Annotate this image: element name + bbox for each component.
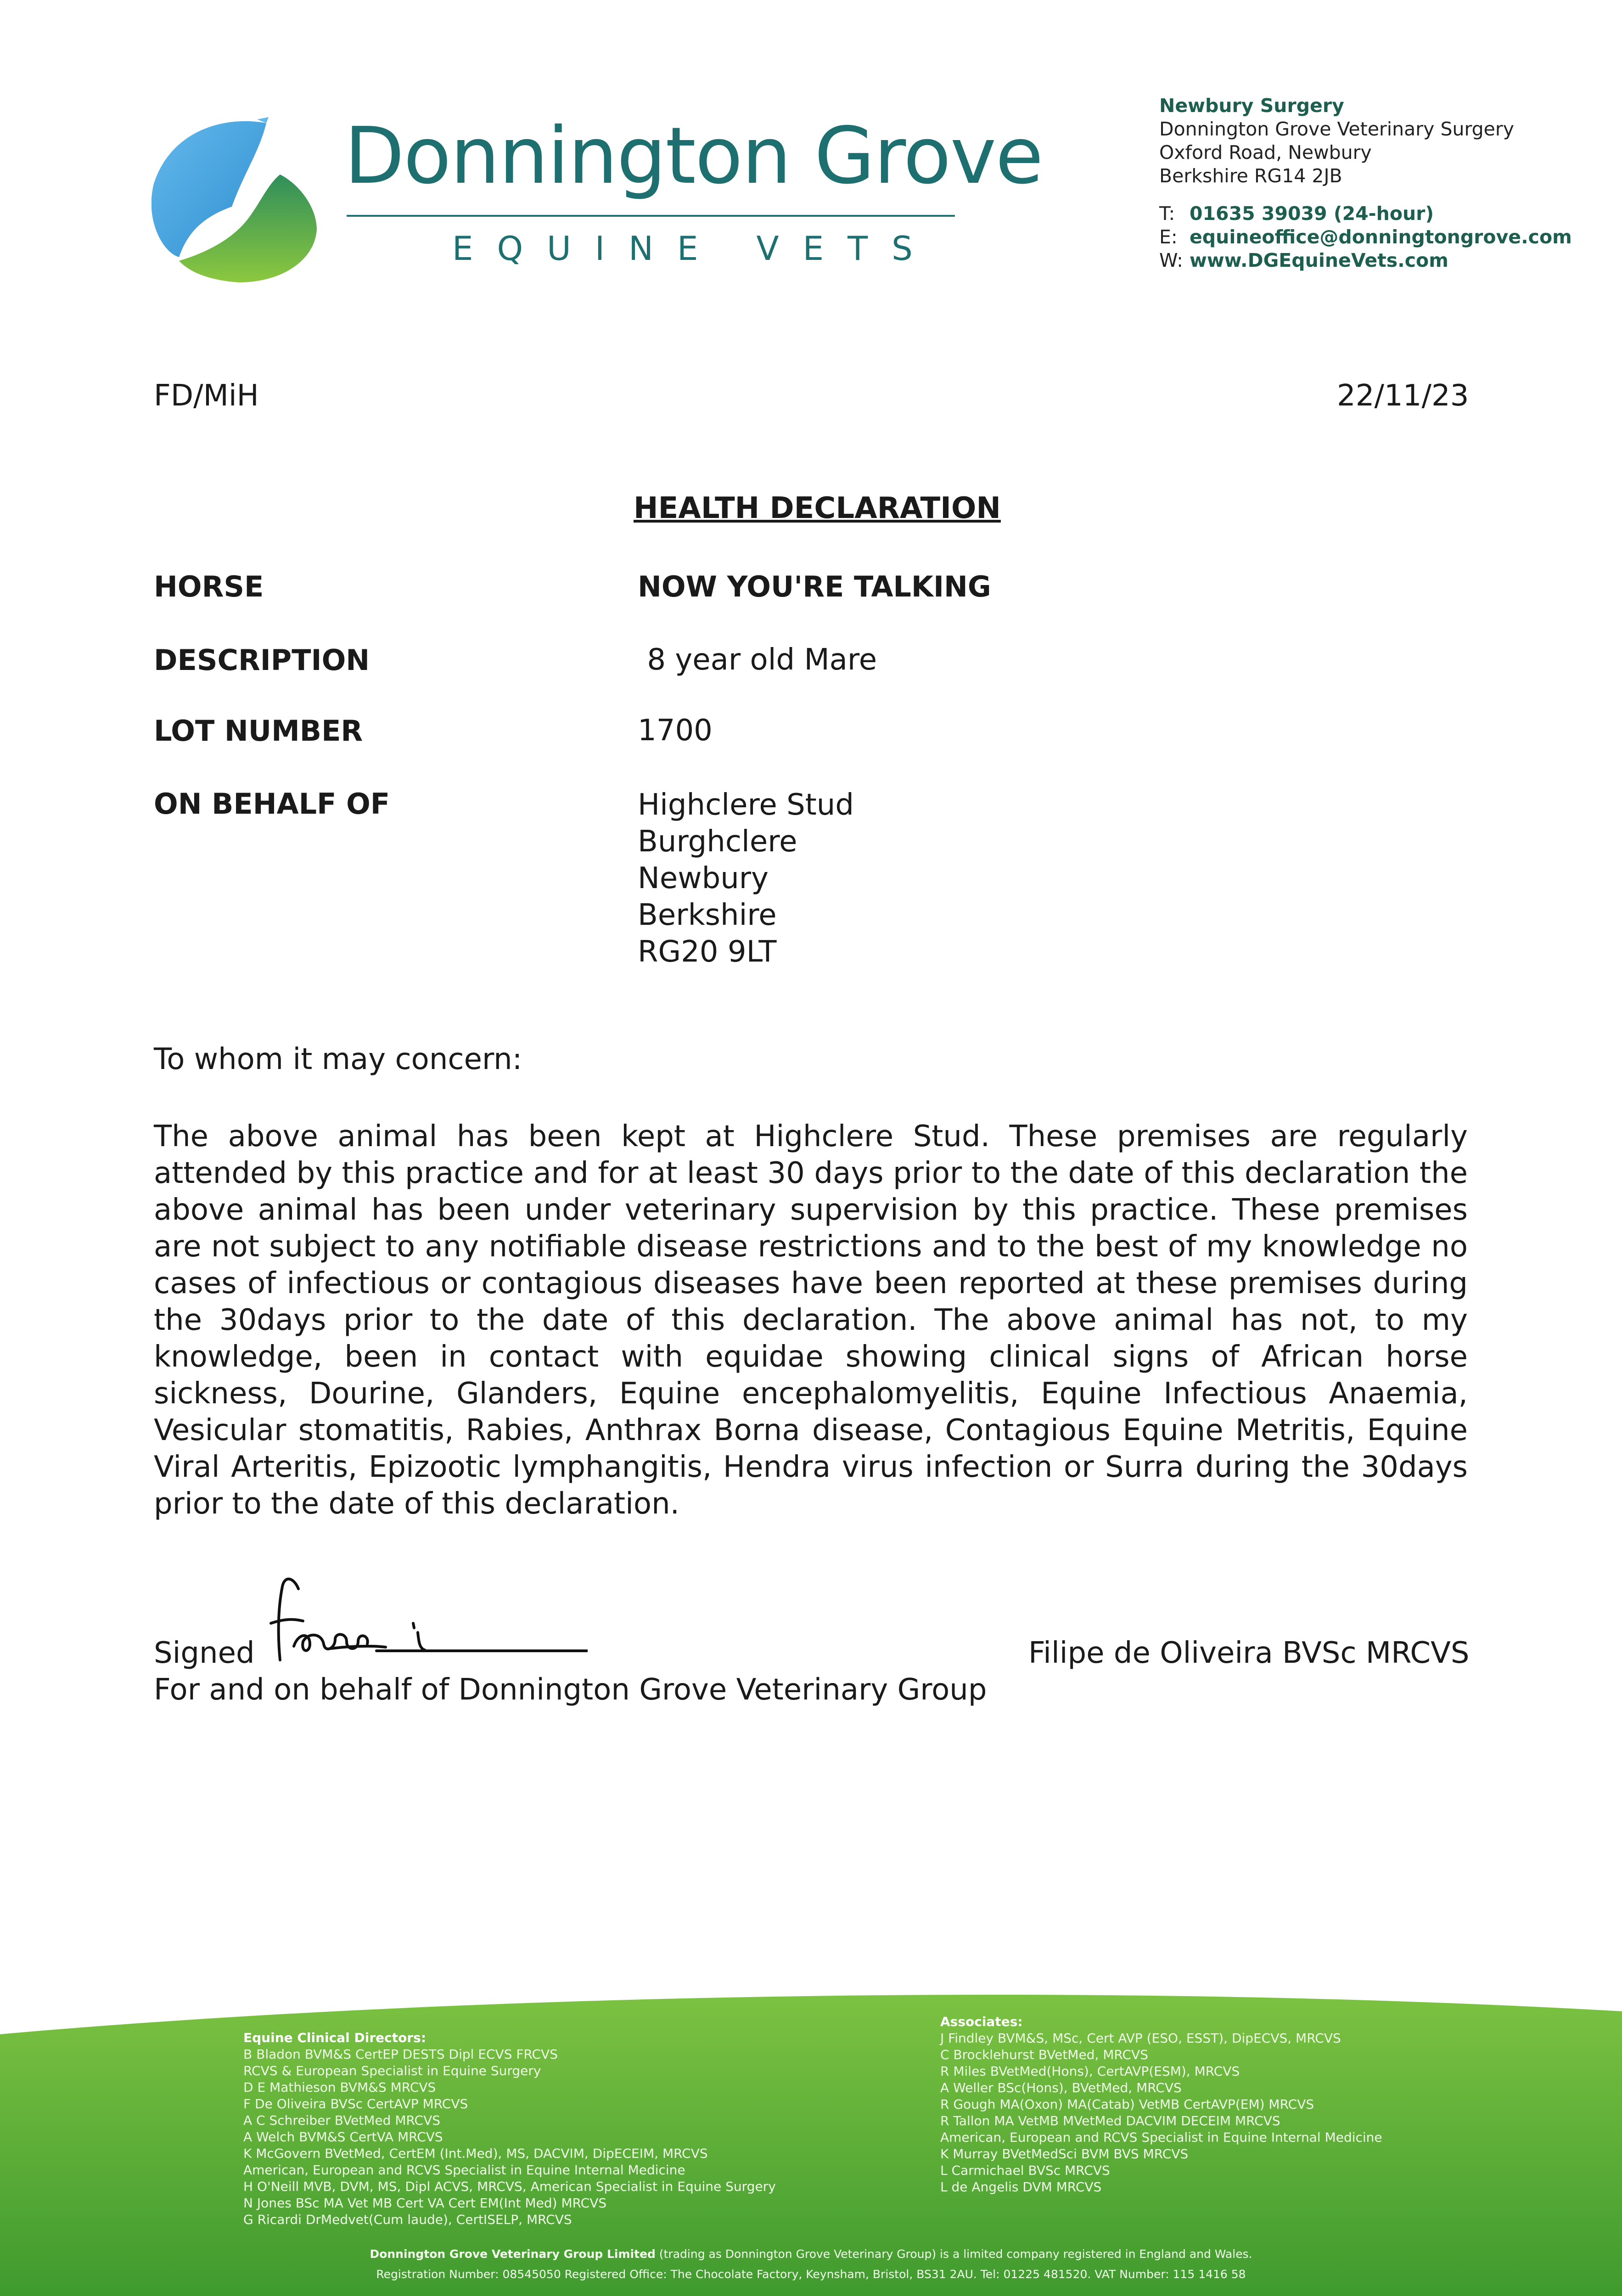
company-name: Donnington Grove Veterinary Group Limited: [370, 2247, 656, 2261]
owner-address-line: Newbury: [638, 861, 769, 895]
company-statement: [0, 2248, 1622, 2260]
associate-entry: C Brocklehurst BVetMed, MRCVS: [940, 2047, 1148, 2062]
registration-details: Registration Number: 08545050 Registered Office: The Chocolate Factory, Keynsham, Bristol, BS31 2AU. Tel: 01225 481520. VAT Number: 115 1416 58: [376, 2268, 1246, 2281]
director-entry: F De Oliveira BVSc CertAVP MRCVS: [243, 2096, 468, 2111]
associate-entry: J Findley BVM&S, MSc, Cert AVP (ESO, ESST), DipECVS, MRCVS: [940, 2031, 1341, 2046]
owner-address-line: Highclere Stud: [638, 788, 854, 822]
field-value-horse: NOW YOU'RE TALKING: [638, 570, 991, 603]
website-link[interactable]: www.DGEquineVets.com: [1190, 249, 1448, 271]
director-entry: A Welch BVM&S CertVA MRCVS: [243, 2129, 443, 2144]
associate-entry: L de Angelis DVM MRCVS: [940, 2179, 1102, 2195]
signer-name: Filipe de Oliveira BVSc MRCVS: [1028, 1636, 1470, 1670]
contact-block: [1159, 202, 1572, 272]
director-entry: G Ricardi DrMedvet(Cum laude), CertISELP, MRCVS: [243, 2212, 572, 2227]
letter-date: 22/11/23: [1337, 379, 1469, 413]
field-label-on-behalf-of: ON BEHALF OF: [154, 787, 390, 821]
address-line: Oxford Road, Newbury: [1159, 141, 1372, 163]
associate-entry: L Carmichael BVSc MRCVS: [940, 2163, 1110, 2178]
field-label-lot-number: LOT NUMBER: [154, 714, 363, 748]
email-link[interactable]: equineoffice@donningtongrove.com: [1190, 226, 1572, 248]
associate-entry: A Weller BSc(Hons), BVetMed, MRCVS: [940, 2080, 1182, 2095]
signed-label: Signed: [154, 1636, 255, 1670]
brand-subtitle: EQUINE VETS: [452, 229, 937, 268]
surgery-name: Newbury Surgery: [1159, 95, 1344, 117]
field-label-description: DESCRIPTION: [154, 643, 370, 677]
director-entry: B Bladon BVM&S CertEP DESTS Dipl ECVS FRCVS: [243, 2047, 558, 2062]
letter-reference: FD/MiH: [154, 379, 259, 413]
field-value-description: 8 year old Mare: [638, 643, 877, 677]
document-title: HEALTH DECLARATION: [634, 491, 1001, 525]
handwritten-signature: [266, 1568, 588, 1669]
field-value-lot-number: 1700: [638, 714, 713, 748]
field-label-horse: HORSE: [154, 570, 264, 603]
director-entry: D E Mathieson BVM&S MRCVS: [243, 2080, 436, 2095]
director-entry: H O'Neill MVB, DVM, MS, Dipl ACVS, MRCVS, American Specialist in Equine Surgery: [243, 2179, 776, 2194]
associates-list: [940, 2014, 1382, 2195]
director-entry: RCVS & European Specialist in Equine Surgery: [243, 2063, 541, 2078]
address-line: Berkshire RG14 2JB: [1159, 165, 1342, 187]
contact-email: E: equineoffice@donningtongrove.com: [1159, 226, 1572, 248]
director-entry: N Jones BSc MA Vet MB Cert VA Cert EM(Int Med) MRCVS: [243, 2195, 607, 2211]
salutation: To whom it may concern:: [154, 1042, 522, 1076]
declaration-body: The above animal has been kept at Highclere Stud. These premises are regularly attended by this practice and for at least 30 days prior to the date of this declaration the above animal has been under veterinary supervision by this practice. These premises are not subject to any notifiable disease restrictions and to the best of my knowledge no cases of infectious or contagious diseases have been reported at these premises during the 30days prior to the date of this declaration. The above animal has not, to my knowledge, been in contact with equidae showing clinical signs of African horse sickness, Dourine, Glanders, Equine encephalomyelitis, Equine Infectious Anaemia, Vesicular stomatitis, Rabies, Anthrax Borna disease, Contagious Equine Metritis, Equine Viral Arteritis, Epizootic lymphangitis, Hendra virus infection or Surra during the 30days prior to the date of this declaration.: [154, 1120, 1468, 1521]
director-entry: American, European and RCVS Specialist in Equine Internal Medicine: [243, 2162, 685, 2178]
donnington-grove-logo: [152, 115, 326, 285]
owner-address-line: Burghclere: [638, 825, 797, 859]
associate-entry: R Miles BVetMed(Hons), CertAVP(ESM), MRCVS: [940, 2064, 1240, 2079]
contact-web: W: www.DGEquineVets.com: [1159, 249, 1448, 271]
owner-address-line: Berkshire: [638, 898, 777, 932]
directors-heading: Equine Clinical Directors:: [243, 2030, 427, 2045]
field-value-on-behalf-of: [638, 787, 854, 970]
associates-heading: Associates:: [940, 2014, 1023, 2029]
surgery-address-block: [1159, 94, 1514, 188]
directors-list: [243, 2030, 776, 2228]
company-description: (trading as Donnington Grove Veterinary Group) is a limited company registered in England and Wales.: [655, 2247, 1252, 2261]
contact-phone: T: 01635 39039 (24-hour): [1159, 203, 1434, 225]
on-behalf-line: For and on behalf of Donnington Grove Veterinary Group: [154, 1673, 987, 1707]
associate-entry: R Gough MA(Oxon) MA(Catab) VetMB CertAVP(EM) MRCVS: [940, 2097, 1314, 2112]
associate-entry: K Murray BVetMedSci BVM BVS MRCVS: [940, 2146, 1189, 2161]
director-entry: K McGovern BVetMed, CertEM (Int.Med), MS, DACVIM, DipECEIM, MRCVS: [243, 2146, 708, 2161]
phone-number: 01635 39039 (24-hour): [1190, 203, 1434, 225]
brand-divider: [347, 215, 955, 217]
associate-entry: R Tallon MA VetMB MVetMed DACVIM DECEIM MRCVS: [940, 2113, 1280, 2128]
brand-name: Donnington Grove: [344, 111, 1043, 202]
associate-entry: American, European and RCVS Specialist in Equine Internal Medicine: [940, 2130, 1382, 2145]
address-line: Donnington Grove Veterinary Surgery: [1159, 118, 1514, 140]
director-entry: A C Schreiber BVetMed MRCVS: [243, 2113, 441, 2128]
owner-address-line: RG20 9LT: [638, 935, 777, 969]
